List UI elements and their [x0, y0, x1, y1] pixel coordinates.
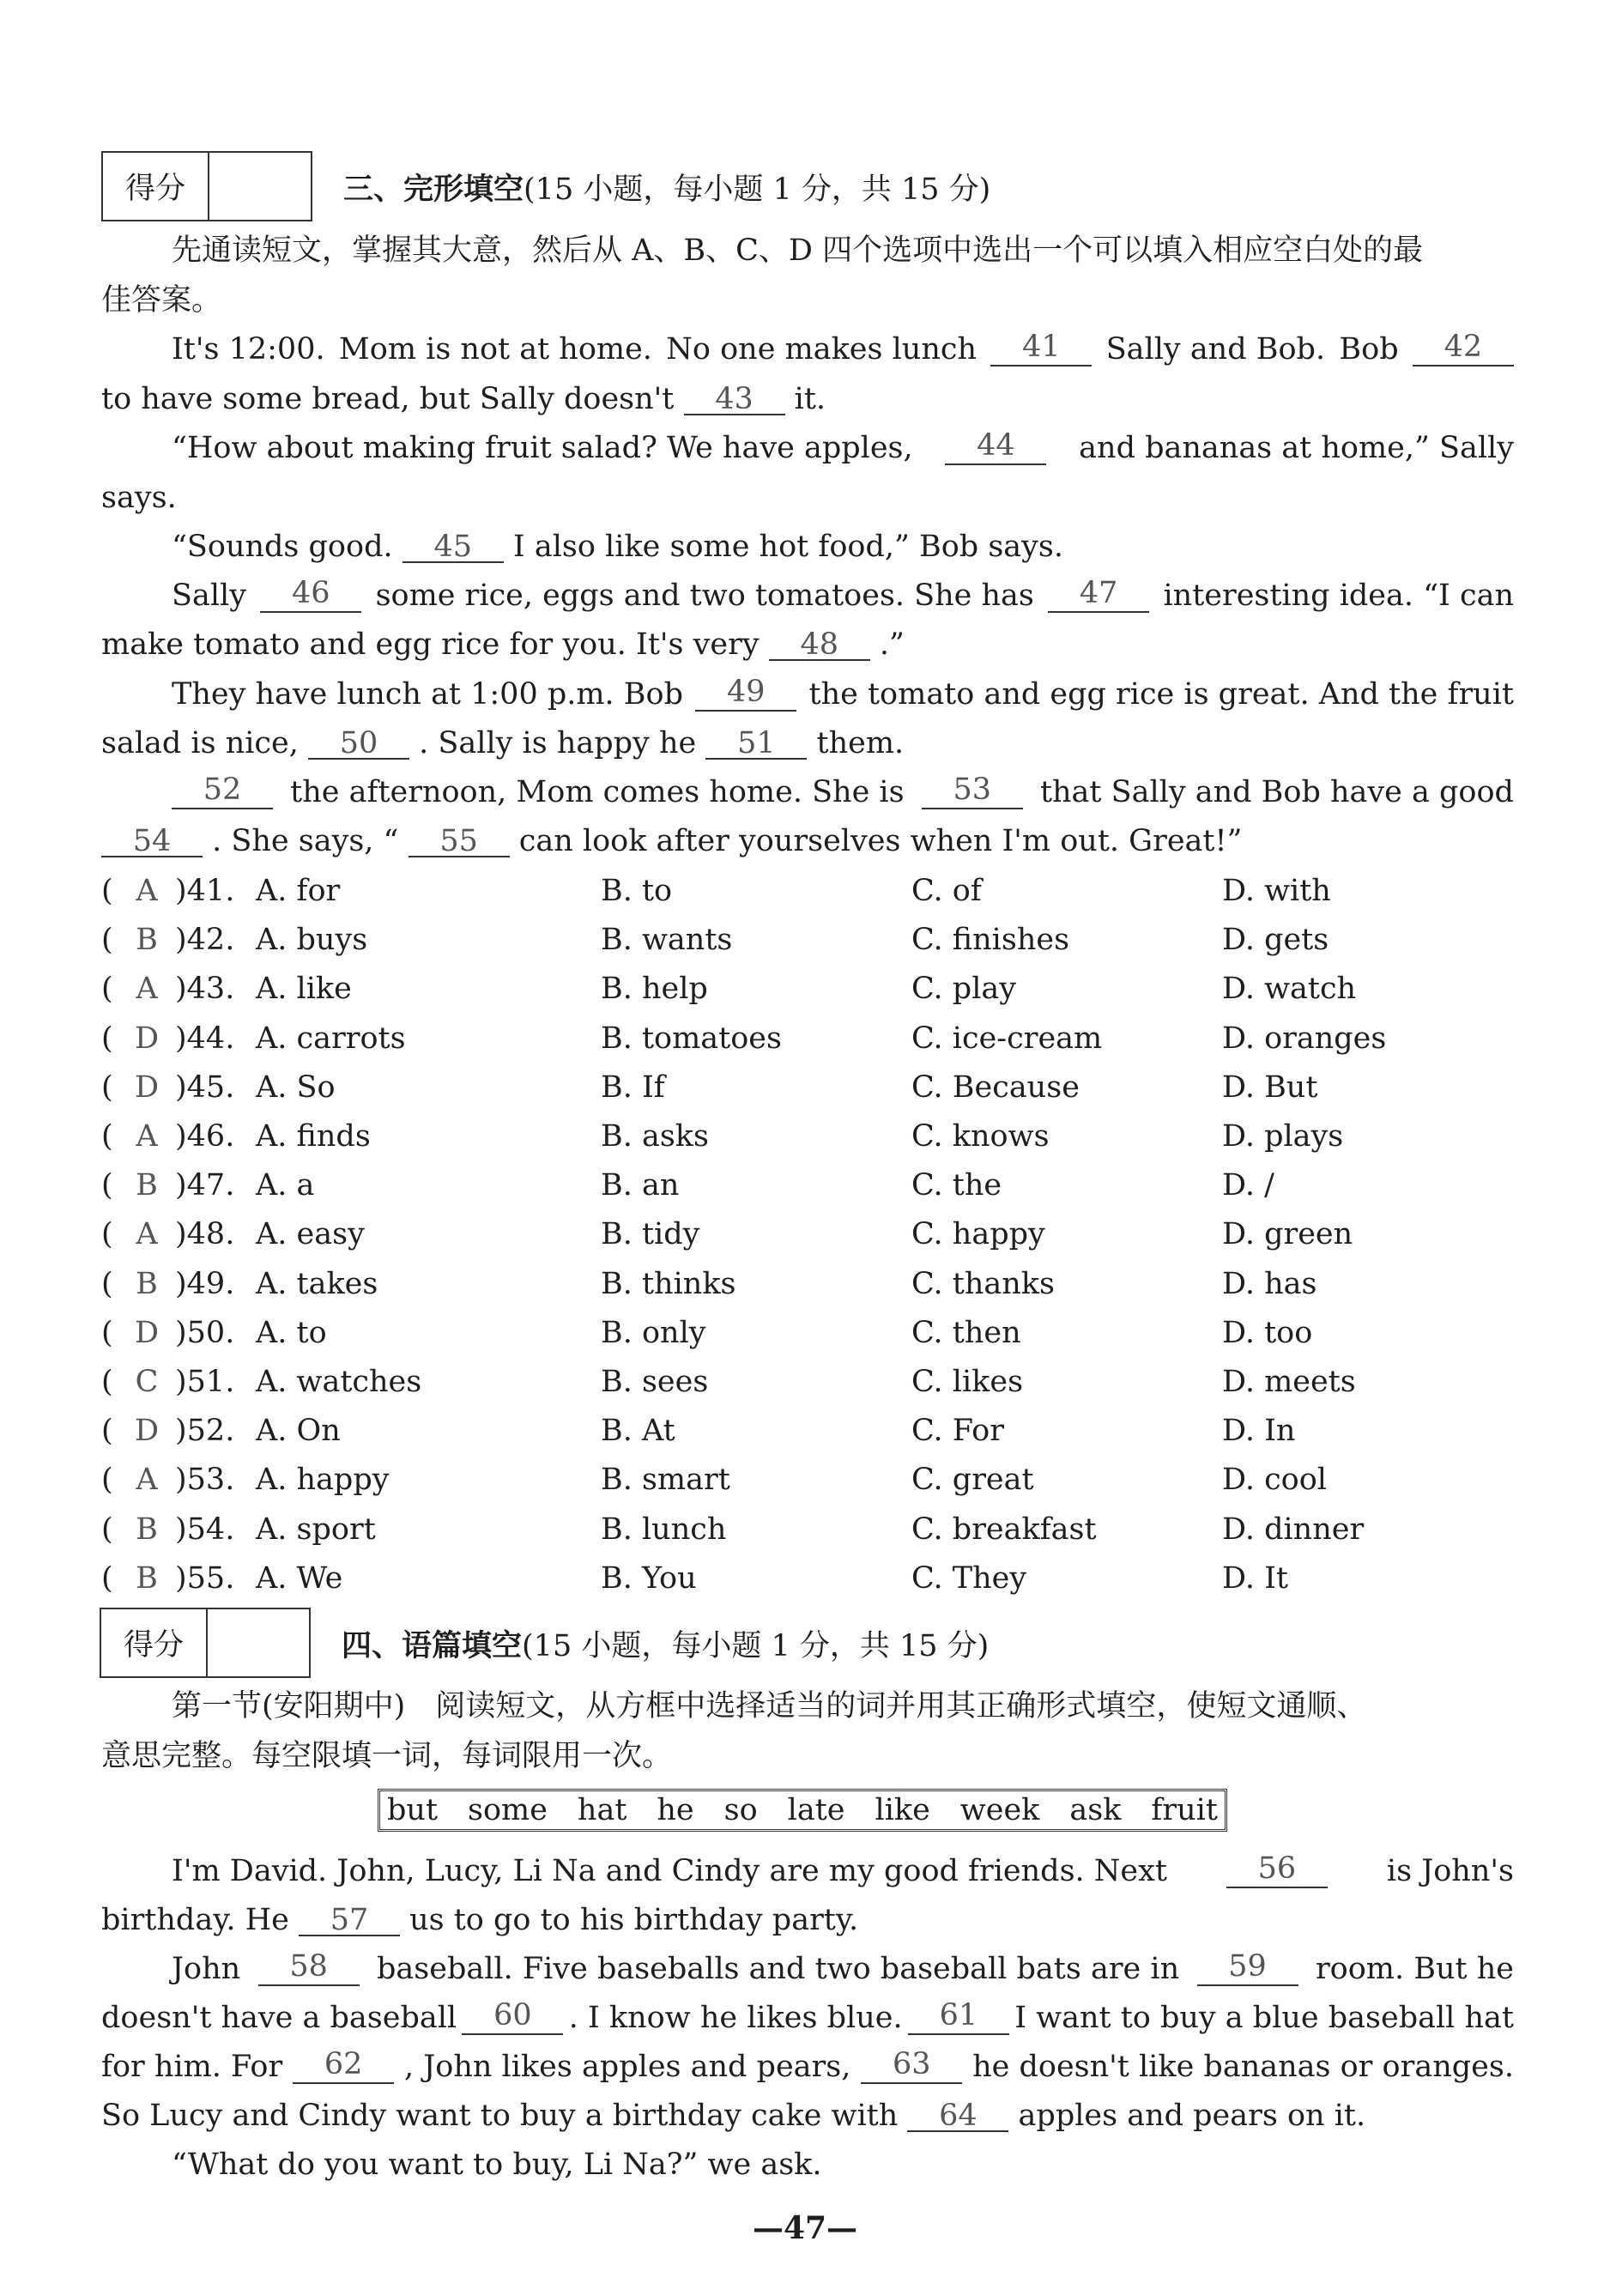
answer-blank[interactable]: 59	[1197, 1952, 1298, 1986]
answer-blank[interactable]: 57	[299, 1905, 400, 1936]
option-c: C. They	[911, 1561, 1027, 1596]
open-paren: (	[101, 1561, 113, 1596]
option-a: A. for	[256, 874, 341, 908]
option-c: C. great	[911, 1463, 1034, 1497]
option-d: D. oranges	[1222, 1021, 1387, 1056]
answer-choice[interactable]: B	[136, 923, 158, 957]
open-paren: (	[101, 874, 113, 908]
passage-line: to have some bread, but Sally doesn't 43 it.	[101, 382, 826, 416]
option-c: C. Because	[911, 1070, 1080, 1105]
passage-line: salad is nice, 50 . Sally is happy he 51 them.	[101, 726, 905, 760]
section-title: 三、完形填空(15 小题，每小题 1 分，共 15 分)	[343, 172, 991, 207]
passage-line: “What do you want to buy, Li Na?” we ask.	[172, 2148, 822, 2182]
question-number: )48.	[175, 1217, 235, 1251]
option-b: B. asks	[601, 1119, 709, 1154]
score-label: 得分	[101, 1609, 208, 1676]
instructions-cont: 意思完整。每空限填一词，每词限用一次。	[101, 1739, 673, 1773]
passage-line: for him. For 62 , John likes apples and pears, 63 he doesn't like bananas or oranges.	[101, 2047, 1514, 2084]
question-number: )41.	[175, 874, 235, 908]
option-a: A. buys	[256, 923, 368, 957]
open-paren: (	[101, 1512, 113, 1547]
passage-line: I'm David. John, Lucy, Li Na and Cindy are my good friends. Next 56 is John's	[172, 1851, 1514, 1888]
answer-blank[interactable]: 49	[695, 677, 796, 712]
answer-blank[interactable]: 58	[258, 1952, 360, 1986]
answer-blank[interactable]: 43	[684, 385, 785, 415]
answer-choice[interactable]: D	[134, 1316, 160, 1350]
option-a: A. watches	[256, 1365, 422, 1399]
option-d: D. watch	[1222, 972, 1357, 1006]
score-box	[101, 151, 312, 221]
open-paren: (	[101, 1316, 113, 1350]
open-paren: (	[101, 1070, 113, 1105]
answer-blank[interactable]: 63	[861, 2050, 962, 2084]
answer-choice[interactable]: B	[136, 1561, 158, 1596]
passage-line: 54 . She says, “ 55 can look after yourselves when I'm out. Great!”	[101, 824, 1514, 858]
answer-blank[interactable]: 60	[462, 2001, 563, 2035]
answer-blank[interactable]: 55	[409, 827, 510, 857]
passage-line: 52 the afternoon, Mom comes home. She is 53 that Sally and Bob have a good	[172, 775, 1514, 809]
option-b: B. smart	[601, 1463, 730, 1497]
question-number: )47.	[175, 1168, 235, 1203]
question-number: )54.	[175, 1512, 235, 1547]
option-a: A. happy	[256, 1463, 390, 1497]
open-paren: (	[101, 1021, 113, 1056]
answer-choice[interactable]: B	[136, 1512, 158, 1547]
passage-line: Sally 46 some rice, eggs and two tomatoes. She has 47 interesting idea. “I can	[172, 576, 1514, 613]
option-c: C. then	[911, 1316, 1021, 1350]
answer-blank[interactable]: 42	[1413, 332, 1514, 367]
question-number: )46.	[175, 1119, 235, 1154]
word-bank-item: late	[787, 1793, 845, 1827]
option-d: D. meets	[1222, 1365, 1356, 1399]
option-c: C. ice-cream	[911, 1021, 1103, 1056]
option-b: B. an	[601, 1168, 680, 1203]
answer-blank[interactable]: 62	[293, 2050, 394, 2084]
answer-blank[interactable]: 45	[402, 532, 504, 563]
answer-choice[interactable]: A	[136, 1119, 158, 1154]
passage-line: It's 12:00. Mom is not at home. No one makes lunch 41 Sally and Bob. Bob 42	[172, 332, 1514, 367]
question-number: )45.	[175, 1070, 235, 1105]
answer-choice[interactable]: C	[135, 1365, 159, 1399]
option-a: A. like	[256, 972, 352, 1006]
option-d: D. But	[1222, 1070, 1318, 1105]
answer-blank[interactable]: 51	[705, 729, 807, 760]
question-number: )51.	[175, 1365, 235, 1399]
option-b: B. sees	[601, 1365, 709, 1399]
option-a: A. So	[256, 1070, 336, 1105]
score-blank[interactable]	[208, 1609, 309, 1676]
option-c: C. breakfast	[911, 1512, 1097, 1547]
word-bank-item: he	[657, 1793, 694, 1827]
passage-line: birthday. He 57 us to go to his birthday party.	[101, 1903, 859, 1937]
option-a: A. sport	[256, 1512, 376, 1547]
open-paren: (	[101, 1217, 113, 1251]
open-paren: (	[101, 1168, 113, 1203]
answer-blank[interactable]: 53	[922, 775, 1023, 809]
question-number: )49.	[175, 1267, 235, 1301]
option-a: A. carrots	[256, 1021, 406, 1056]
question-number: )55.	[175, 1561, 235, 1596]
open-paren: (	[101, 1365, 113, 1399]
question-number: )42.	[175, 923, 235, 957]
word-bank-item: like	[875, 1793, 930, 1827]
option-b: B. thinks	[601, 1267, 736, 1301]
answer-choice[interactable]: B	[136, 1267, 158, 1301]
word-bank	[378, 1789, 1227, 1832]
instructions: 第一节(安阳期中) 阅读短文，从方框中选择适当的词并用其正确形式填空，使短文通顺、	[172, 1689, 1367, 1724]
option-a: A. We	[256, 1561, 343, 1596]
option-b: B. At	[601, 1414, 675, 1448]
option-d: D. It	[1222, 1561, 1288, 1596]
section-title: 四、语篇填空(15 小题，每小题 1 分，共 15 分)	[342, 1628, 990, 1663]
option-d: D. In	[1222, 1414, 1296, 1448]
answer-choice[interactable]: D	[134, 1021, 160, 1056]
option-b: B. help	[601, 972, 708, 1006]
question-number: )44.	[175, 1021, 235, 1056]
option-a: A. On	[256, 1414, 341, 1448]
answer-blank[interactable]: 47	[1048, 579, 1149, 613]
open-paren: (	[101, 1267, 113, 1301]
option-d: D. plays	[1222, 1119, 1344, 1154]
answer-blank[interactable]: 64	[907, 2101, 1008, 2132]
option-c: C. thanks	[911, 1267, 1055, 1301]
passage-line: says.	[101, 481, 177, 515]
option-b: B. tidy	[601, 1217, 700, 1251]
passage-line: They have lunch at 1:00 p.m. Bob 49 the tomato and egg rice is great. And the fruit	[172, 675, 1514, 712]
passage-line: doesn't have a baseball 60 . I know he likes blue. 61 I want to buy a blue baseball hat	[101, 1998, 1514, 2035]
word-bank-item: some	[468, 1793, 548, 1827]
option-b: B. If	[601, 1070, 665, 1105]
answer-choice[interactable]: D	[134, 1070, 160, 1105]
instructions-cont: 佳答案。	[101, 283, 222, 318]
word-bank-item: week	[959, 1793, 1040, 1827]
open-paren: (	[101, 972, 113, 1006]
open-paren: (	[101, 1463, 113, 1497]
option-d: D. dinner	[1222, 1512, 1365, 1547]
option-b: B. lunch	[601, 1512, 727, 1547]
option-d: D. gets	[1222, 923, 1329, 957]
passage-line: make tomato and egg rice for you. It's very 48 .”	[101, 627, 905, 662]
page-number: —47—	[752, 2210, 858, 2246]
option-b: B. only	[601, 1316, 706, 1350]
question-number: )53.	[175, 1463, 235, 1497]
score-blank[interactable]	[209, 153, 311, 220]
option-c: C. finishes	[911, 923, 1070, 957]
passage-line: So Lucy and Cindy want to buy a birthday cake with 64 apples and pears on it.	[101, 2099, 1366, 2133]
answer-blank[interactable]: 54	[101, 827, 203, 857]
passage-line: “Sounds good. 45 I also like some hot food,” Bob says.	[172, 530, 1064, 564]
answer-blank[interactable]: 46	[260, 579, 361, 613]
answer-blank[interactable]: 50	[308, 729, 409, 760]
option-a: A. to	[256, 1316, 327, 1350]
word-bank-item: hat	[577, 1793, 627, 1827]
answer-blank[interactable]: 48	[769, 630, 870, 661]
open-paren: (	[101, 1119, 113, 1154]
answer-choice[interactable]: B	[136, 1168, 158, 1203]
question-number: )52.	[175, 1414, 235, 1448]
answer-blank[interactable]: 44	[945, 431, 1046, 465]
option-a: A. easy	[256, 1217, 365, 1251]
option-a: A. a	[256, 1168, 315, 1203]
answer-choice[interactable]: D	[134, 1414, 160, 1448]
option-d: D. cool	[1222, 1463, 1328, 1497]
open-paren: (	[101, 923, 113, 957]
answer-choice[interactable]: A	[136, 1463, 158, 1497]
score-box	[100, 1608, 311, 1678]
option-d: D. has	[1222, 1267, 1317, 1301]
option-d: D. too	[1222, 1316, 1313, 1350]
instructions: 先通读短文，掌握其大意，然后从 A、B、C、D 四个选项中选出一个可以填入相应空白处的最	[172, 233, 1424, 268]
option-c: C. happy	[911, 1217, 1045, 1251]
score-label: 得分	[103, 153, 209, 220]
option-b: B. tomatoes	[601, 1021, 782, 1056]
answer-choice[interactable]: A	[136, 972, 158, 1006]
answer-blank[interactable]: 56	[1226, 1854, 1328, 1888]
option-d: D. with	[1222, 874, 1331, 908]
question-number: )50.	[175, 1316, 235, 1350]
word-bank-item: but	[387, 1793, 439, 1827]
question-number: )43.	[175, 972, 235, 1006]
option-c: C. play	[911, 972, 1017, 1006]
option-b: B. wants	[601, 923, 733, 957]
answer-blank[interactable]: 61	[908, 2001, 1009, 2035]
answer-choice[interactable]: A	[136, 1217, 158, 1251]
option-a: A. finds	[256, 1119, 371, 1154]
word-bank-item: so	[723, 1793, 758, 1827]
option-b: B. to	[601, 874, 673, 908]
open-paren: (	[101, 1414, 113, 1448]
option-c: C. likes	[911, 1365, 1024, 1399]
option-a: A. takes	[256, 1267, 378, 1301]
option-c: C. knows	[911, 1119, 1050, 1154]
answer-blank[interactable]: 52	[172, 775, 273, 809]
option-c: C. of	[911, 874, 982, 908]
option-c: C. For	[911, 1414, 1004, 1448]
passage-line: “How about making fruit salad? We have apples, 44 and bananas at home,” Sally	[172, 428, 1514, 465]
passage-line: John 58 baseball. Five baseballs and two baseball bats are in 59 room. But he	[172, 1949, 1514, 1986]
word-bank-item: ask	[1069, 1793, 1122, 1827]
option-d: D. /	[1222, 1168, 1274, 1203]
option-c: C. the	[911, 1168, 1002, 1203]
option-d: D. green	[1222, 1217, 1353, 1251]
answer-choice[interactable]: A	[136, 874, 158, 908]
option-b: B. You	[601, 1561, 697, 1596]
answer-blank[interactable]: 41	[990, 332, 1092, 367]
word-bank-item: fruit	[1151, 1793, 1218, 1827]
